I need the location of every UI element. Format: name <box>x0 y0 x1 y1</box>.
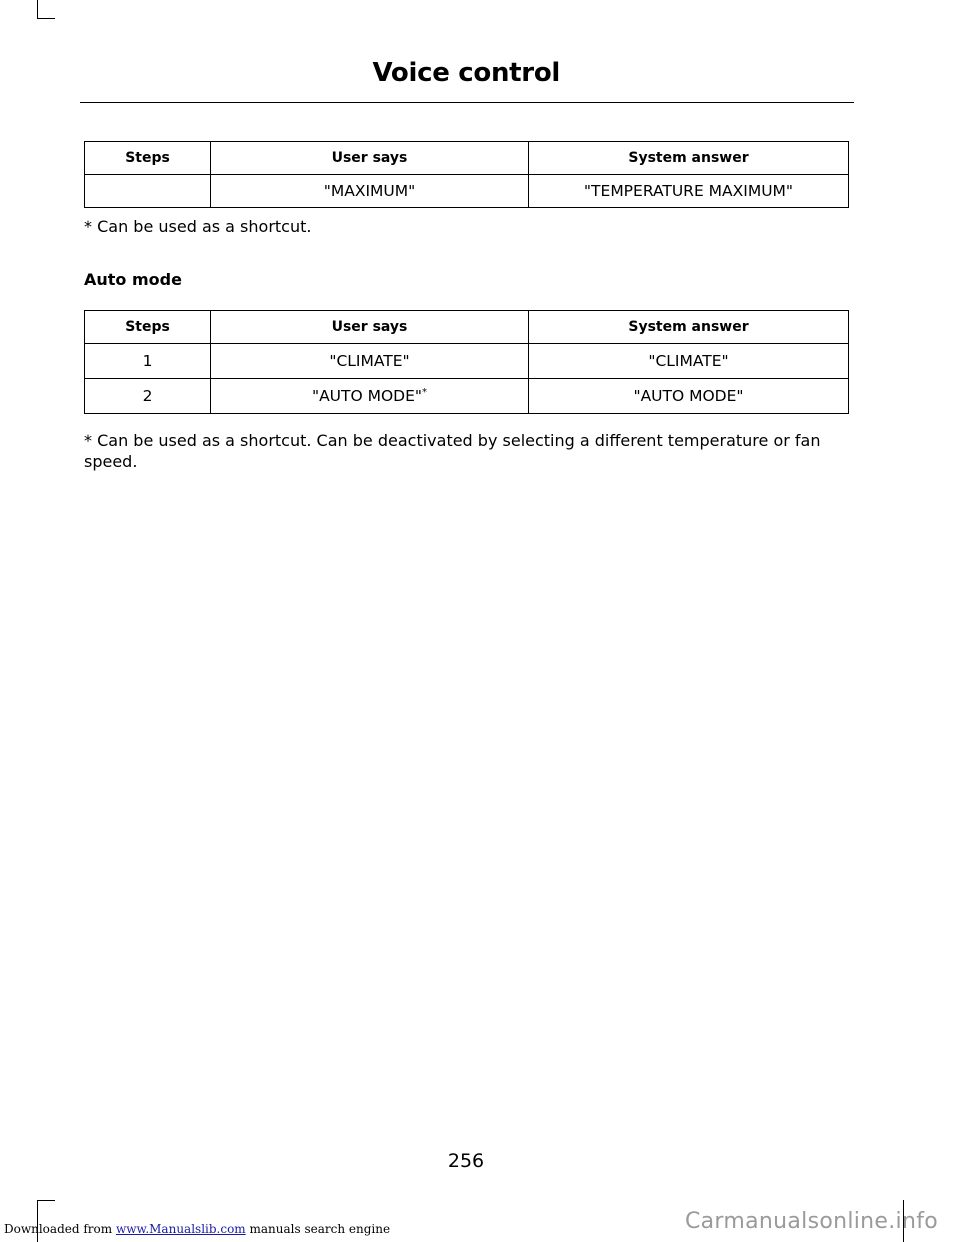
cell-user-says <box>211 344 529 379</box>
watermark: Carmanualsonline.info <box>684 1209 938 1234</box>
page-title: Voice control <box>372 58 560 88</box>
title-divider <box>80 102 854 103</box>
crop-mark-top-left-vertical <box>37 0 38 18</box>
user-says-text: "CLIMATE" <box>329 352 410 371</box>
auto-mode-table <box>84 310 849 414</box>
table-header-row <box>85 311 849 344</box>
header-steps: Steps <box>85 142 211 175</box>
footer-suffix: manuals search engine <box>245 1222 391 1236</box>
cell-system-answer: "TEMPERATURE MAXIMUM" <box>529 175 849 208</box>
crop-mark-bottom-left-horizontal <box>37 1200 55 1201</box>
climate-maximum-table <box>84 141 849 208</box>
cell-step: 1 <box>85 344 211 379</box>
cell-step: 2 <box>85 379 211 414</box>
auto-mode-note: * Can be used as a shortcut. Can be deactivated by selecting a different temperature or fan speed. <box>84 431 821 471</box>
download-footer <box>4 1222 390 1236</box>
cell-system-answer: "AUTO MODE" <box>529 379 849 414</box>
manualslib-link[interactable]: www.Manualslib.com <box>115 1222 246 1236</box>
table-row <box>85 379 849 414</box>
cell-system-answer: "CLIMATE" <box>529 344 849 379</box>
page-number: 256 <box>447 1150 485 1172</box>
header-system-answer: System answer <box>529 142 849 175</box>
shortcut-note: * Can be used as a shortcut. <box>84 217 312 236</box>
header-user-says: User says <box>211 311 529 344</box>
table-row <box>85 175 849 208</box>
crop-mark-top-left-horizontal <box>37 18 55 19</box>
table-header-row <box>85 142 849 175</box>
table-row <box>85 344 849 379</box>
section-heading-auto-mode: Auto mode <box>84 270 182 289</box>
header-system-answer: System answer <box>529 311 849 344</box>
cell-user-says <box>211 379 529 414</box>
shortcut-marker: * <box>422 386 428 398</box>
user-says-text: "AUTO MODE" <box>311 387 423 406</box>
cell-user-says: "MAXIMUM" <box>211 175 529 208</box>
cell-step <box>85 175 211 208</box>
header-user-says: User says <box>211 142 529 175</box>
header-steps: Steps <box>85 311 211 344</box>
footer-prefix: Downloaded from <box>4 1222 116 1236</box>
